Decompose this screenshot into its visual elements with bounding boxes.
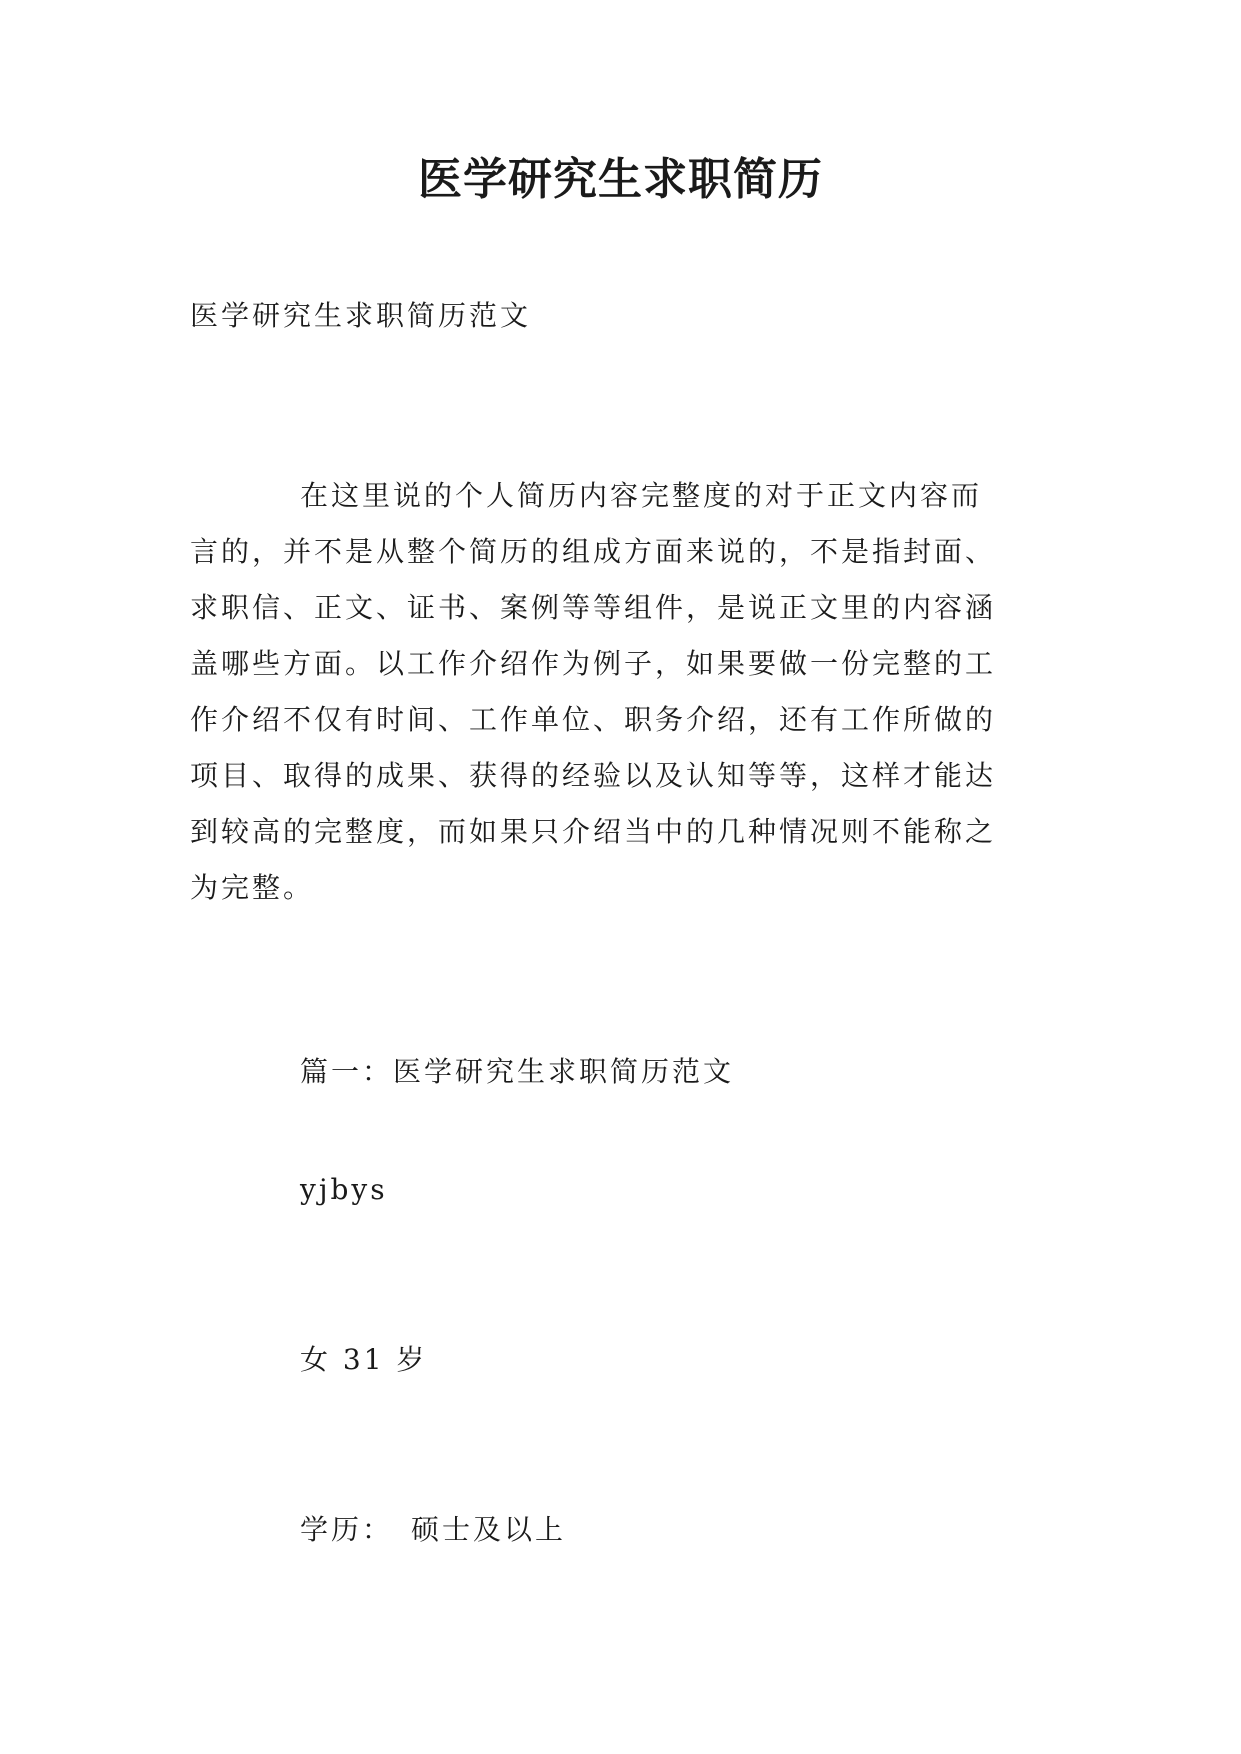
education-row bbox=[300, 1510, 566, 1550]
intro-line: 言的，并不是从整个简历的组成方面来说的，不是指封面、 bbox=[190, 535, 997, 568]
document-subtitle: 医学研究生求职简历范文 bbox=[190, 299, 532, 332]
intro-line: 为完整。 bbox=[190, 871, 315, 904]
education-label: 学历： bbox=[300, 1513, 394, 1546]
education-value: 硕士及以上 bbox=[411, 1513, 567, 1546]
intro-line: 盖哪些方面。以工作介绍作为例子，如果要做一份完整的工 bbox=[190, 647, 997, 680]
intro-line: 作介绍不仅有时间、工作单位、职务介绍，还有工作所做的 bbox=[190, 703, 997, 736]
intro-line: 项目、取得的成果、获得的经验以及认知等等，这样才能达 bbox=[190, 759, 997, 792]
intro-paragraph bbox=[190, 468, 1070, 916]
intro-line: 求职信、正文、证书、案例等等组件，是说正文里的内容涵 bbox=[190, 591, 997, 624]
section-heading: 篇一：医学研究生求职简历范文 bbox=[300, 1055, 735, 1088]
intro-line: 到较高的完整度，而如果只介绍当中的几种情况则不能称之 bbox=[190, 815, 997, 848]
intro-line: 在这里说的个人简历内容完整度的对于正文内容而 bbox=[300, 479, 983, 512]
document-title: 医学研究生求职简历 bbox=[418, 154, 823, 205]
applicant-name: yjbys bbox=[300, 1173, 388, 1206]
applicant-gender-age: 女 31 岁 bbox=[300, 1343, 428, 1376]
